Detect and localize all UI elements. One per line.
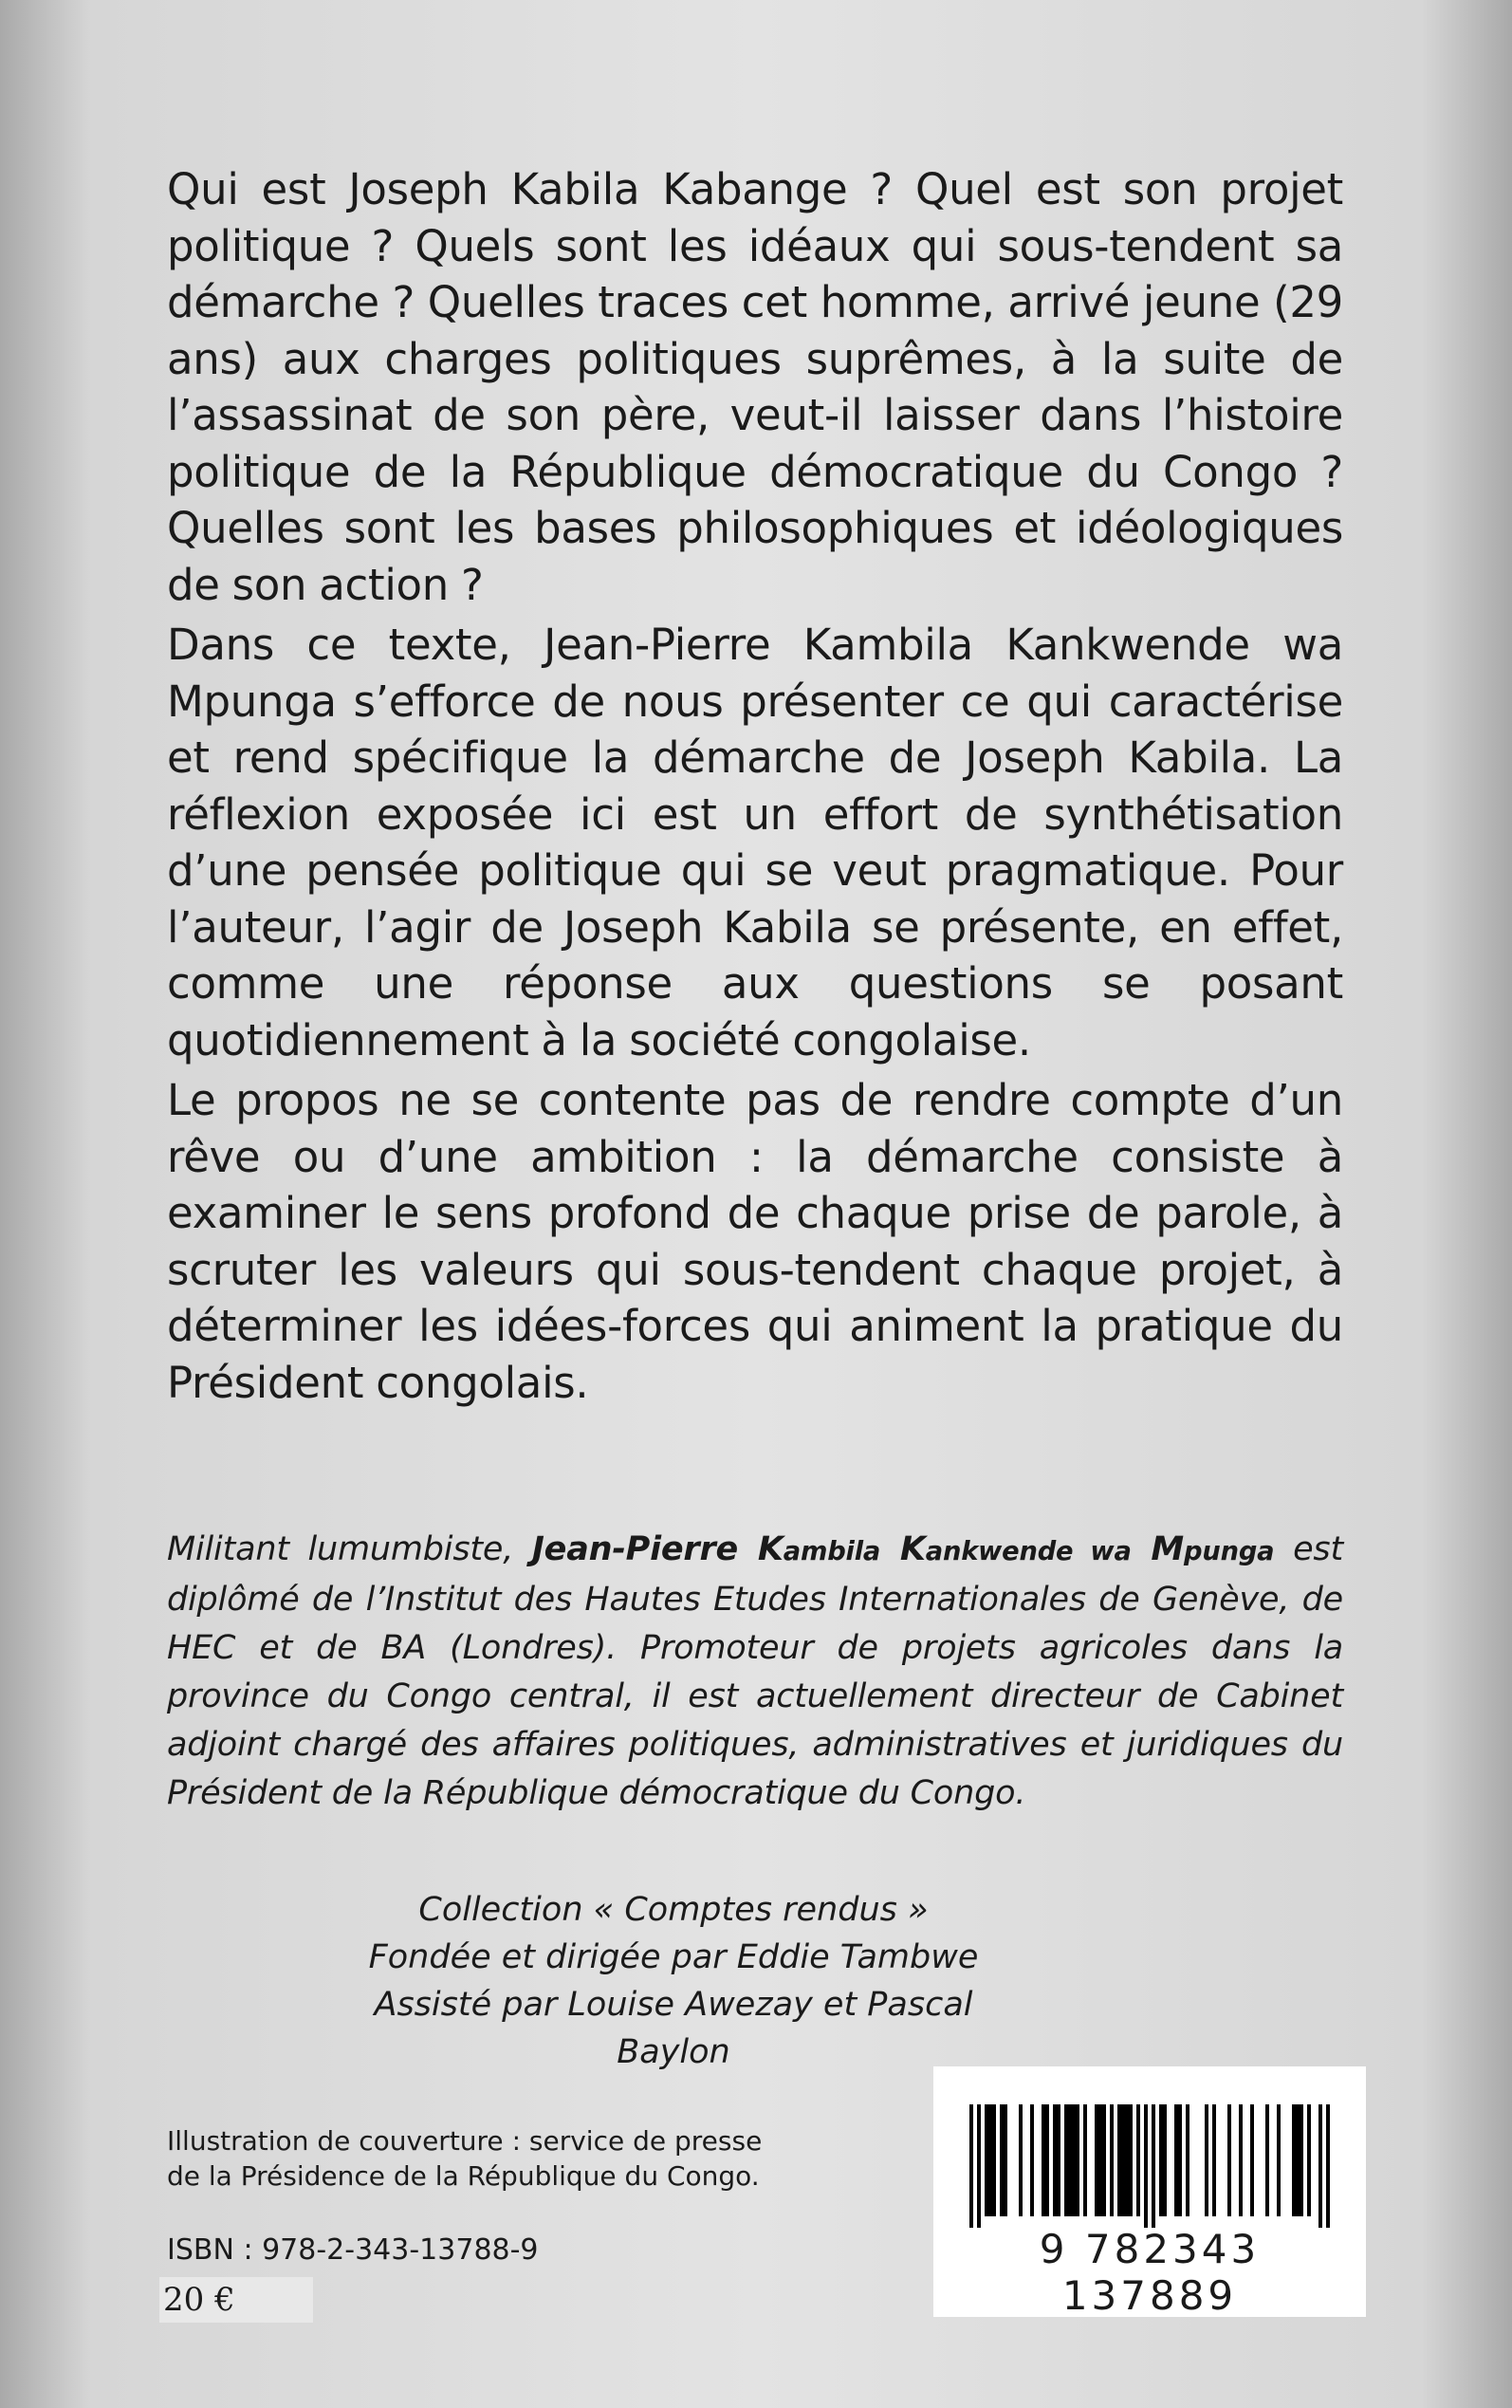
barcode-bar [1307,2104,1311,2216]
author-bio [167,1526,1343,1818]
barcode-bar [1178,2104,1182,2216]
barcode-number: 9 782343 137889 [1039,2226,1261,2319]
barcode-bar [1186,2104,1189,2216]
author-initial-k1: K [757,1530,784,1568]
barcode-bars [969,2104,1330,2228]
collection-name: Collection « Comptes rendus » [418,1891,929,1929]
barcode-bar [988,2104,992,2216]
blurb-paragraph-2: Dans ce texte, Jean-Pierre Kambila Kankwende wa Mpunga s’efforce de nous présenter ce qui caractérise et rend spécifique la démarche de Joseph Kabila. La réflexion exposée ici est un effort de synthétisation d’une pensée politique qui se veut pragmatique. Pour l’auteur, l’agir de Joseph Kabila se présente, en effet, comme une réponse aux questions se posant quotidiennement à la société congolaise. [167,620,1343,1065]
barcode-bar [1159,2104,1163,2216]
collection-assistants: Assisté par Louise Awezay et Pascal Baylon [374,1986,973,2071]
barcode-bar [1174,2104,1178,2216]
barcode-bar [1326,2104,1330,2228]
barcode-bar [1053,2104,1057,2216]
barcode [933,2066,1366,2317]
author-name-part-3: punga [1184,1537,1275,1566]
price-tag: 20 € [159,2277,313,2323]
author-initial-k2: K [880,1530,926,1568]
barcode-bar [1129,2104,1133,2216]
barcode-bar [1095,2104,1098,2216]
barcode-bar [1102,2104,1106,2216]
barcode-bar [1068,2104,1072,2216]
barcode-bar [1227,2104,1231,2216]
barcode-bar [1072,2104,1076,2216]
author-name [532,1530,1275,1568]
author-name-part-1: ambila [783,1537,881,1566]
barcode-bar [1019,2104,1023,2216]
barcode-bar [1045,2104,1049,2216]
barcode-bar [1098,2104,1102,2216]
barcode-bar [969,2104,973,2228]
barcode-bar [1030,2104,1034,2216]
author-name-part-2: ankwende wa [925,1537,1132,1566]
barcode-bar [1000,2104,1004,2216]
barcode-bar [1212,2104,1216,2216]
credit-line-1: Illustration de couverture : service de presse [167,2125,763,2157]
barcode-bar [1136,2104,1140,2216]
barcode-bar [1277,2104,1281,2216]
barcode-bar [1042,2104,1045,2216]
barcode-bar [1110,2104,1114,2216]
isbn: ISBN : 978-2-343-13788-9 [167,2233,539,2267]
barcode-bar [1083,2104,1087,2216]
cover-illustration-credit [167,2123,831,2194]
collection-info [0,1886,1512,2076]
barcode-bar [1292,2104,1296,2216]
barcode-bar [1057,2104,1060,2216]
barcode-bar [1144,2104,1148,2228]
barcode-bar [1117,2104,1121,2216]
barcode-bar [1076,2104,1079,2216]
barcode-bar [977,2104,981,2228]
blurb-paragraph-3: Le propos ne se contente pas de rendre compte d’un rêve ou d’une ambition : la démarche consiste à examiner le sens profond de chaque prise de parole, à scruter les valeurs qui sous-tendent chaque projet, à déterminer les idées-forces qui animent la pratique du Président congolais. [167,1075,1343,1408]
barcode-bar [992,2104,996,2216]
bio-text: est diplômé de l’Institut des Hautes Etudes Internationales de Genève, de HEC et de BA (Londres). Promoteur de projets agricoles dans la province du Congo central, il est actuellement directeur de Cabinet adjoint chargé des affaires politiques, administratives et juridiques du Président de la République démocratique du Congo. [167,1530,1343,1812]
barcode-bar [1300,2104,1303,2216]
barcode-bar [1064,2104,1068,2216]
bio-prefix: Militant lumumbiste, [167,1530,532,1568]
barcode-bar [1265,2104,1269,2216]
collection-director: Fondée et dirigée par Eddie Tambwe [368,1938,979,1976]
barcode-bar [985,2104,988,2216]
barcode-bar [1121,2104,1125,2216]
author-first-name: Jean-Pierre [531,1530,758,1568]
blurb-paragraph-1: Qui est Joseph Kabila Kabange ? Quel est son projet politique ? Quels sont les idéaux qui sous-tendent sa démarche ? Quelles traces cet homme, arrivé jeune (29 ans) aux charges politiques suprêmes, à la suite de l’assassinat de son père, veut-il laisser dans l’histoire politique de la République démocratique du Congo ? Quelles sont les bases philosophiques et idéologiques de son action ? [167,164,1343,610]
barcode-bar [1205,2104,1208,2216]
barcode-bar [1318,2104,1322,2228]
barcode-bar [1125,2104,1129,2216]
credit-line-2: de la Présidence de la République du Congo. [167,2160,760,2192]
barcode-bar [1296,2104,1300,2216]
barcode-bar [1004,2104,1007,2216]
barcode-bar [1239,2104,1243,2216]
barcode-bar [1152,2104,1155,2228]
barcode-bar [1250,2104,1254,2216]
barcode-bar [1163,2104,1167,2216]
author-initial-m: M [1131,1530,1185,1568]
